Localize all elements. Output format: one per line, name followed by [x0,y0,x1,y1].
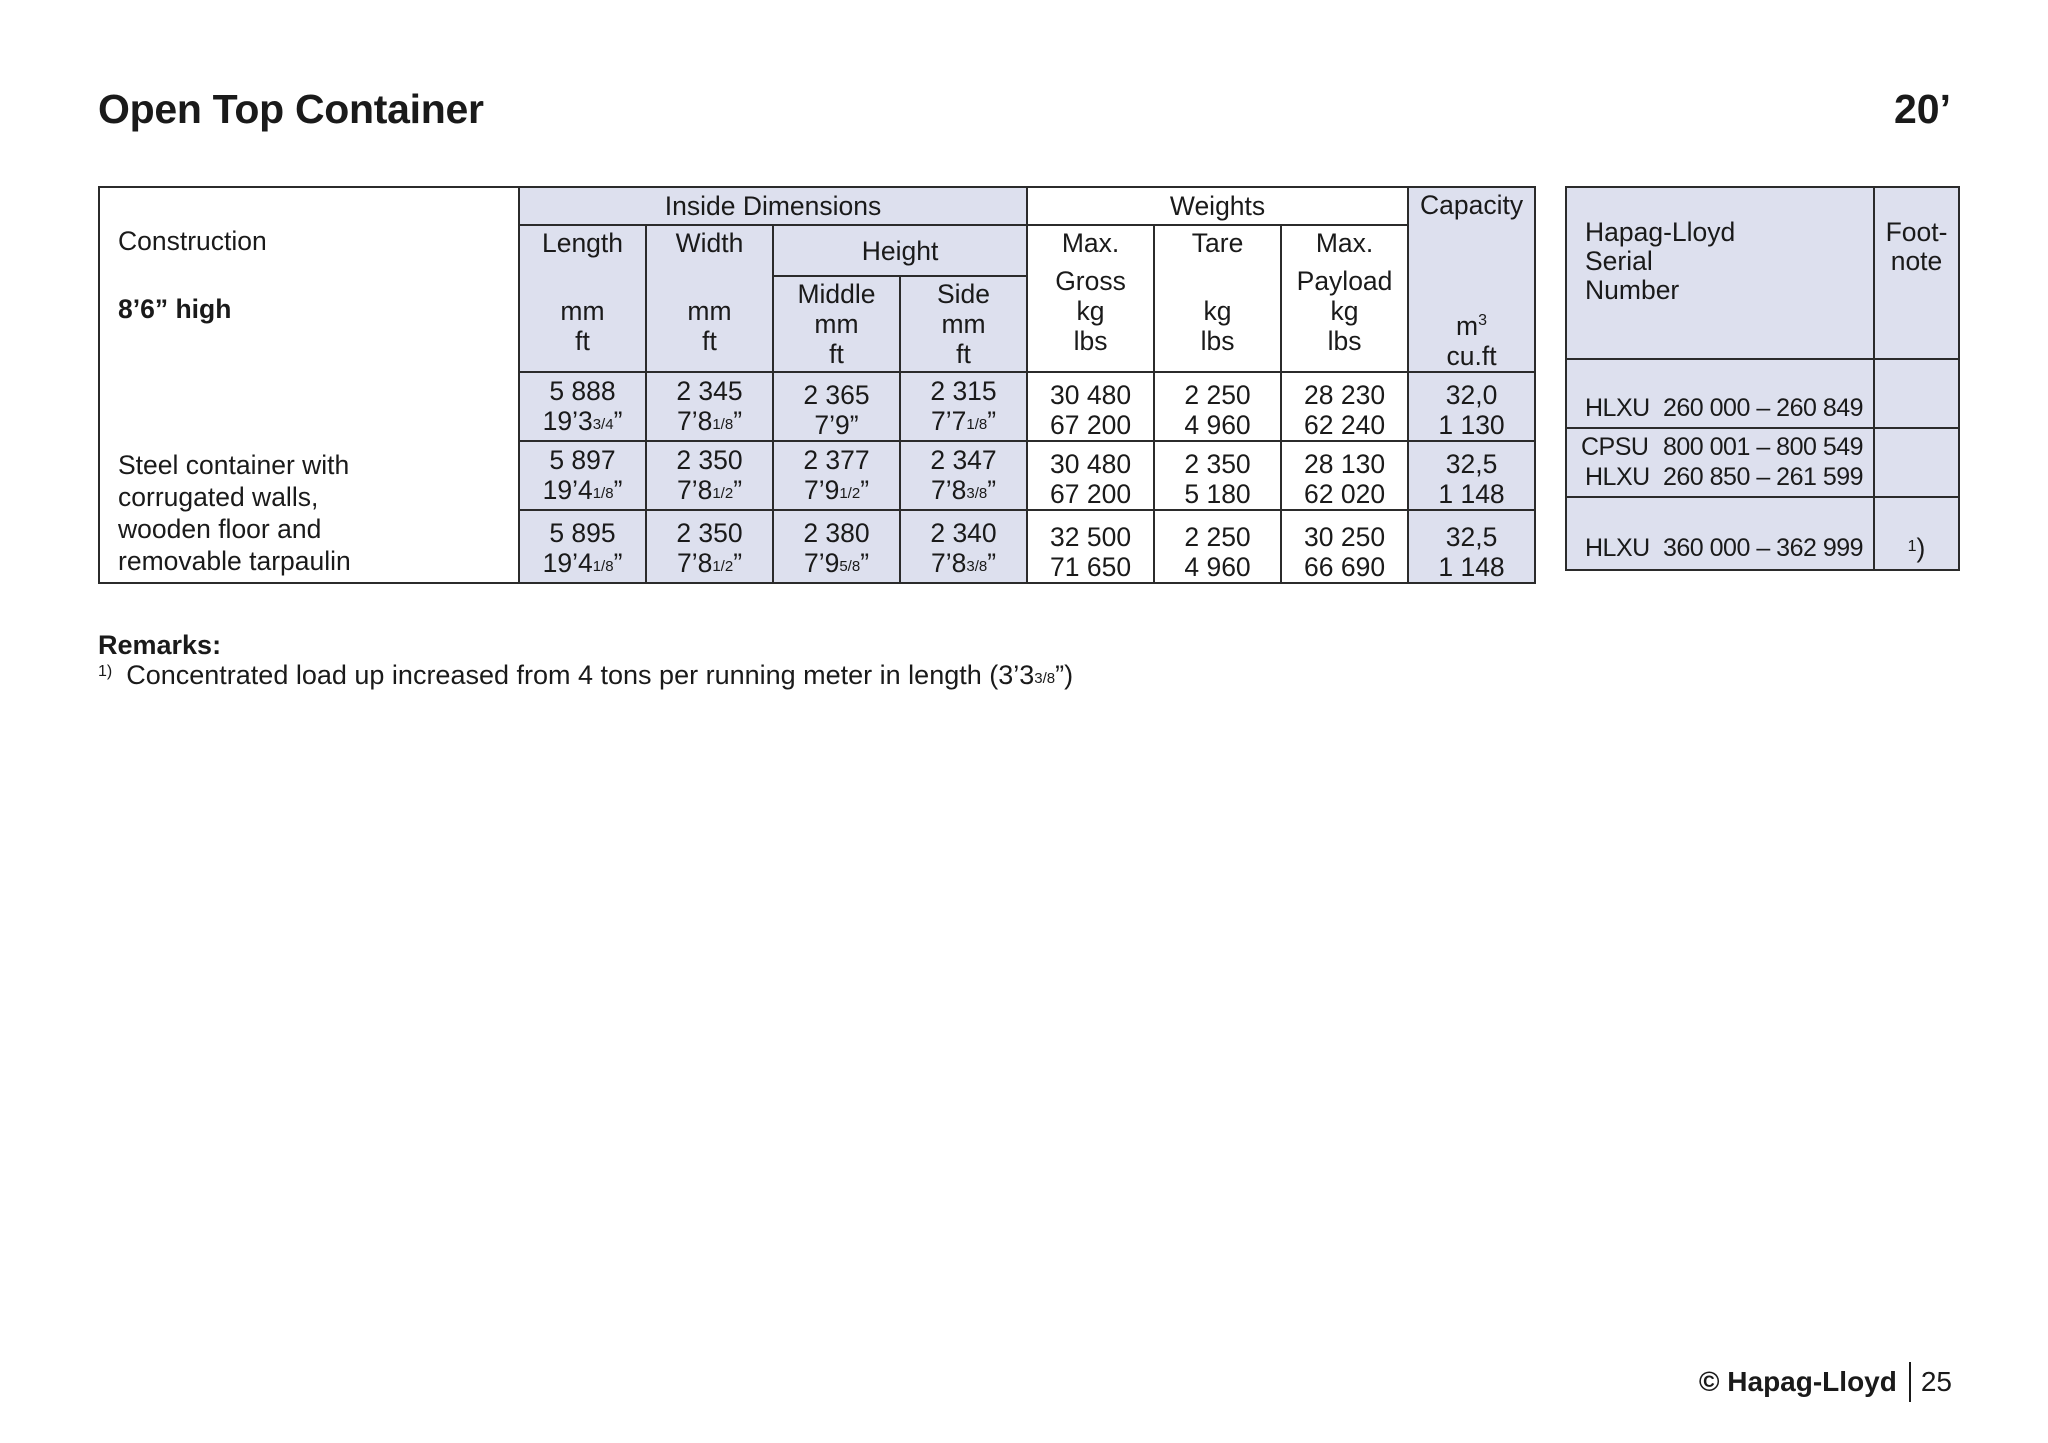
page-title: Open Top Container [98,86,484,132]
page-number: 25 [1920,1366,1952,1397]
middle-height-cell: 2 365 7’9” [773,372,900,441]
description-cell-empty [99,372,519,441]
height-class-label: 8’6” high [118,294,232,324]
tare-header: Tare kg lbs [1154,225,1281,372]
max-gross-header: Max. Gross kg lbs [1027,225,1154,372]
width-cell: 2 345 7’81/8” [646,372,773,441]
tare-cell: 2 250 4 960 [1154,372,1281,441]
weights-header: Weights [1027,187,1408,225]
length-cell: 5 897 19’41/8” [519,441,646,510]
specifications-table [98,186,1536,584]
width-cell: 2 350 7’81/2” [646,441,773,510]
capacity-unit-cuft: cu.ft [1446,341,1497,371]
description-cell: Steel container with corrugated walls, wooden floor and removable tarpaulin [99,441,519,583]
footnote-cell [1874,359,1959,428]
construction-label: Construction [118,226,267,256]
table-row [1566,359,1959,428]
capacity-unit-m3: $m^3$ [1456,311,1488,341]
payload-cell: 28 130 62 020 [1281,441,1408,510]
serial-cell: CPSU 800 001 – 800 549 HLXU 260 850 – 261 599 [1566,428,1874,497]
serial-cell: HLXU 360 000 – 362 999 [1566,497,1874,570]
tare-cell: 2 250 4 960 [1154,510,1281,583]
remarks-text: $^{1)}$ Concentrated load up increased from 4 tons per running meter in length (3’33/8”) [98,660,1074,690]
side-height-cell: 2 340 7’83/8” [900,510,1027,583]
width-header: Width mm ft [646,225,773,372]
middle-height-header: Middle mm ft [773,276,900,372]
table-row [1566,497,1959,570]
gross-cell: 32 500 71 650 [1027,510,1154,583]
height-header: Height [773,225,1027,276]
footer-divider [1909,1362,1911,1402]
table-row [1566,428,1959,497]
page-footer [1699,1362,1952,1402]
capacity-cell: 32,5 1 148 [1408,510,1535,583]
footnote-cell [1874,428,1959,497]
width-cell: 2 350 7’81/2” [646,510,773,583]
middle-height-cell: 2 377 7’91/2” [773,441,900,510]
gross-cell: 30 480 67 200 [1027,372,1154,441]
footnote-header: Foot- note [1874,187,1959,359]
length-header: Length mm ft [519,225,646,372]
table-row [99,372,1535,441]
capacity-cell: 32,5 1 148 [1408,441,1535,510]
remarks-heading: Remarks: [98,630,222,660]
side-height-header: Side mm ft [900,276,1027,372]
table-row [99,441,1535,510]
tare-cell: 2 350 5 180 [1154,441,1281,510]
capacity-header [1408,187,1535,372]
gross-cell: 30 480 67 200 [1027,441,1154,510]
footnote-marker: 1) [98,663,113,680]
side-height-cell: 2 347 7’83/8” [900,441,1027,510]
footnote-cell: $^1$) [1874,497,1959,570]
length-cell: 5 895 19’41/8” [519,510,646,583]
serial-cell: HLXU 260 000 – 260 849 [1566,359,1874,428]
inside-dimensions-header: Inside Dimensions [519,187,1027,225]
capacity-label: Capacity [1419,190,1524,220]
length-cell: 5 888 19’33/4” [519,372,646,441]
construction-header-cell [99,187,519,372]
side-height-cell: 2 315 7’71/8” [900,372,1027,441]
payload-cell: 28 230 62 240 [1281,372,1408,441]
middle-height-cell: 2 380 7’95/8” [773,510,900,583]
brand-copyright: © Hapag-Lloyd [1698,1366,1897,1397]
serial-header: Hapag-Lloyd Serial Number [1566,187,1874,359]
serial-number-table [1565,186,1960,571]
max-payload-header: Max. Payload kg lbs [1281,225,1408,372]
container-size: 20’ [1894,86,1951,132]
payload-cell: 30 250 66 690 [1281,510,1408,583]
capacity-cell: 32,0 1 130 [1408,372,1535,441]
